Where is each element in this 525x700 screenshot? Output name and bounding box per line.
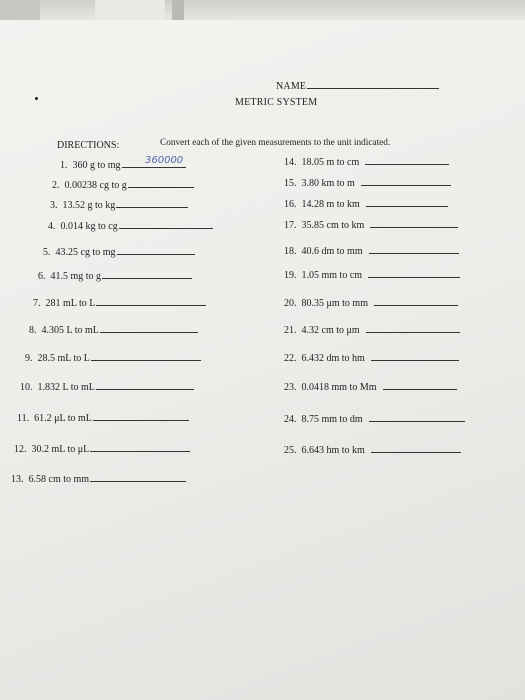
problem-15: 15. 3.80 km to m [284, 176, 451, 190]
problem-18: 18. 40.6 dm to mm [284, 244, 459, 258]
background-scrap-strip [0, 0, 525, 20]
problem-9: 9. 28.5 mL to L [25, 351, 201, 365]
directions-text: Convert each of the given measurements to the unit indicated. [160, 138, 391, 148]
name-label: NAME [276, 81, 307, 92]
bullet-mark [35, 97, 38, 100]
answer-blank-7[interactable] [96, 296, 206, 306]
answer-blank-13[interactable] [90, 472, 186, 482]
problem-23: 23. 0.0418 mm to Mm [284, 380, 457, 394]
answer-blank-15[interactable] [361, 176, 451, 186]
answer-blank-20[interactable] [374, 296, 458, 306]
problem-14: 14. 18.05 m to cm [284, 155, 449, 169]
problem-5: 5. 43.25 cg to mg [43, 245, 195, 259]
answer-blank-4[interactable] [119, 219, 213, 229]
problem-2: 2. 0.00238 cg to g [52, 178, 194, 192]
answer-blank-2[interactable] [128, 178, 194, 188]
name-field[interactable] [276, 79, 439, 93]
answer-blank-8[interactable] [100, 323, 198, 333]
answer-blank-16[interactable] [366, 197, 448, 207]
problem-16: 16. 14.28 m to km [284, 197, 448, 211]
problem-8: 8. 4.305 L to mL [29, 323, 198, 337]
problem-25: 25. 6.643 hm to km [284, 443, 461, 457]
problem-7: 7. 281 mL to L [33, 296, 206, 310]
answer-blank-19[interactable] [368, 268, 460, 278]
problem-3: 3. 13.52 g to kg [50, 198, 188, 212]
problem-11: 11. 61.2 μL to mL [17, 411, 189, 425]
answer-blank-11[interactable] [93, 411, 189, 421]
answer-blank-22[interactable] [371, 351, 459, 361]
answer-blank-21[interactable] [366, 323, 460, 333]
problem-13: 13. 6.58 cm to mm [11, 472, 186, 486]
problem-10: 10. 1.832 L to mL [20, 380, 194, 394]
name-blank[interactable] [307, 79, 439, 89]
answer-blank-24[interactable] [369, 412, 465, 422]
page-title: METRIC SYSTEM [235, 97, 318, 108]
answer-blank-9[interactable] [91, 351, 201, 361]
problem-22: 22. 6.432 dm to hm [284, 351, 459, 365]
problem-17: 17. 35.85 cm to km [284, 218, 458, 232]
answer-blank-10[interactable] [96, 380, 194, 390]
handwritten-answer-1: 360000 [145, 155, 184, 166]
answer-blank-12[interactable] [90, 442, 190, 452]
answer-blank-5[interactable] [117, 245, 195, 255]
problem-1: 1. 360 g to mg [60, 158, 186, 172]
answer-blank-17[interactable] [370, 218, 458, 228]
answer-blank-23[interactable] [383, 380, 457, 390]
problem-19: 19. 1.05 mm to cm [284, 268, 460, 282]
directions-label: DIRECTIONS: [57, 140, 120, 151]
answer-blank-18[interactable] [369, 244, 459, 254]
problem-20: 20. 80.35 μm to mm [284, 296, 458, 310]
answer-blank-25[interactable] [371, 443, 461, 453]
answer-blank-14[interactable] [365, 155, 449, 165]
answer-blank-6[interactable] [102, 269, 192, 279]
problem-24: 24. 8.75 mm to dm [284, 412, 465, 426]
problem-6: 6. 41.5 mg to g [38, 269, 192, 283]
problem-4: 4. 0.014 kg to cg [48, 219, 213, 233]
problem-21: 21. 4.32 cm to μm [284, 323, 460, 337]
problem-12: 12. 30.2 mL to μL [14, 442, 190, 456]
answer-blank-3[interactable] [116, 198, 188, 208]
